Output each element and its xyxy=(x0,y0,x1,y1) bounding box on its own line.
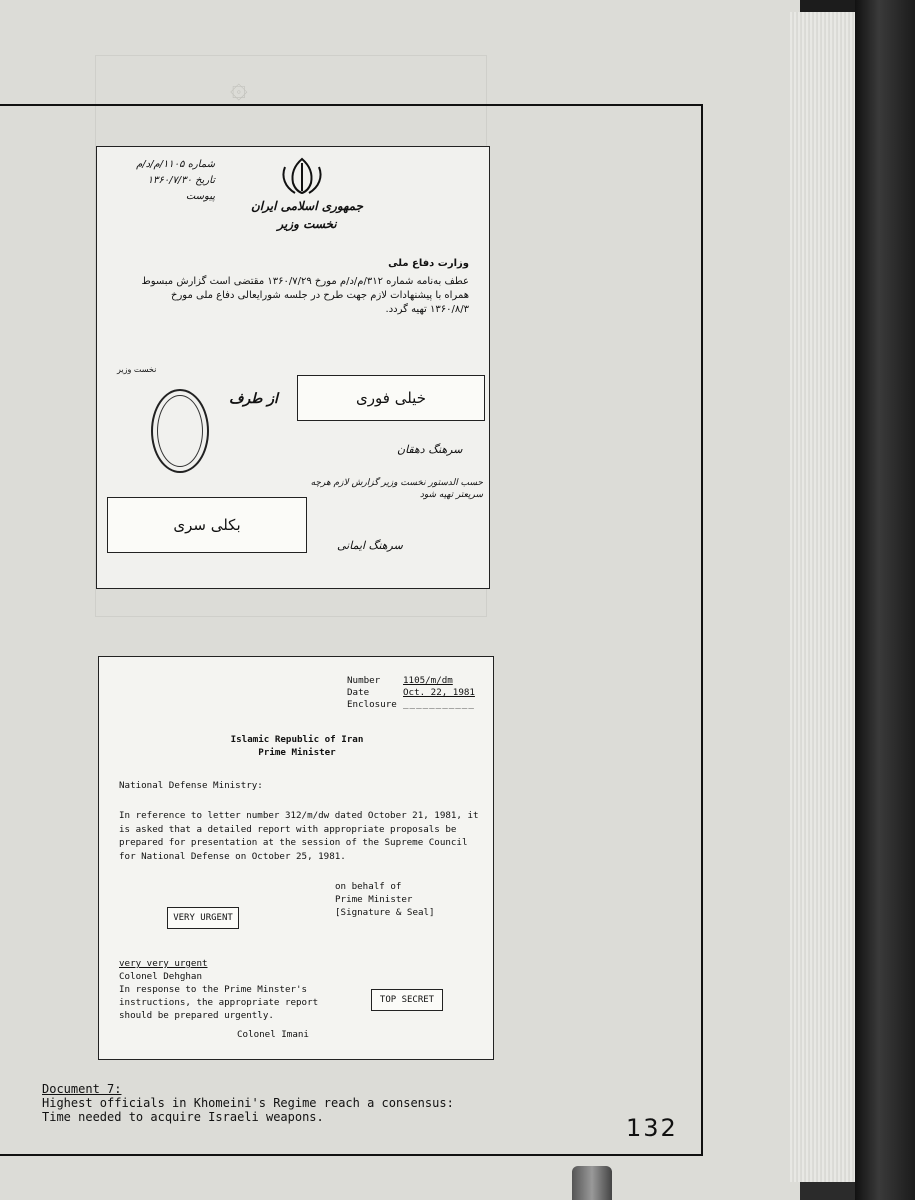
top-secret-stamp: TOP SECRET xyxy=(371,989,443,1011)
letter-date: تاریخ ۱۳۶۰/۷/۳۰ xyxy=(147,175,215,186)
number-label: Number xyxy=(347,675,381,686)
date-value: Oct. 22, 1981 xyxy=(403,687,475,698)
translation-heading-pm: Prime Minister xyxy=(258,747,336,758)
office-heading: نخست وزیر xyxy=(277,217,337,231)
top-secret-stamp-fa: بکلی سری xyxy=(107,497,307,553)
translation-behalf xyxy=(335,880,435,919)
date-label: Date xyxy=(347,687,370,698)
english-translation xyxy=(98,656,494,1060)
note-line-2: Colonel Dehghan xyxy=(119,971,202,982)
translation-addressee: National Defense Ministry: xyxy=(119,780,263,791)
iran-emblem-icon xyxy=(277,155,327,197)
document-caption xyxy=(42,1082,602,1124)
book-binding xyxy=(855,0,915,1200)
handwritten-signature: سرهنگ ایمانی xyxy=(337,539,403,552)
handwritten-name: سرهنگ دهقان xyxy=(397,443,463,456)
handwritten-note: حسب الدستور نخست وزیر گزارش لازم هرچه سریعتر تهیه شود xyxy=(310,478,483,500)
republic-heading: جمهوری اسلامی ایران xyxy=(250,199,364,213)
very-urgent-stamp: VERY URGENT xyxy=(167,907,239,929)
letter-enclosure: پیوست xyxy=(185,191,215,202)
farsi-original-letter xyxy=(96,146,490,589)
caption-line-1: Highest officials in Khomeini's Regime reach a consensus: xyxy=(42,1096,454,1110)
note-line-4: instructions, the appropriate report xyxy=(119,997,319,1008)
book-page-edges xyxy=(790,12,855,1182)
letter-meta xyxy=(105,157,215,205)
bleed-through-emblem-icon: ۞ xyxy=(230,70,248,105)
enclosure-label: Enclosure xyxy=(347,699,397,710)
official-seal xyxy=(151,389,209,473)
behalf-line-3: [Signature & Seal] xyxy=(335,907,435,918)
translation-heading-republic: Islamic Republic of Iran xyxy=(230,734,364,745)
translation-meta xyxy=(347,675,475,711)
letter-number: شماره ۱۱۰۵/م/د/م xyxy=(136,159,215,170)
very-urgent-stamp-fa: خیلی فوری xyxy=(297,375,485,421)
behalf-line-2: Prime Minister xyxy=(335,894,413,905)
page-number: 132 xyxy=(626,1114,678,1142)
pm-signature-label: نخست وزیر xyxy=(117,365,157,374)
number-value: 1105/m/dm xyxy=(403,675,453,686)
binder-clip xyxy=(572,1166,612,1200)
note-line-3: In response to the Prime Minster's xyxy=(119,984,308,995)
translation-note xyxy=(119,957,318,1022)
letter-addressee: وزارت دفاع ملی xyxy=(388,258,469,269)
translation-signer: Colonel Imani xyxy=(237,1029,309,1040)
note-line-1: very very urgent xyxy=(119,958,208,969)
note-line-5: should be prepared urgently. xyxy=(119,1010,274,1021)
enclosure-value: ___________ xyxy=(403,699,475,710)
pm-signature: از طرف xyxy=(229,391,278,407)
caption-line-2: Time needed to acquire Israeli weapons. xyxy=(42,1110,324,1124)
behalf-line-1: on behalf of xyxy=(335,881,402,892)
letter-text: عطف به‌نامه شماره ۳۱۲/م/د/م مورخ ۱۳۶۰/۷/۲۹ مقتضی است گزارش مبسوط همراه با پیشنهادات لازم جهت طرح در جلسه شورایعالی دفاع ملی مورخ ۱۳۶۰/۸/۳ تهیه گردد. xyxy=(141,276,469,315)
caption-label: Document 7: xyxy=(42,1082,122,1096)
letter-body xyxy=(137,257,469,317)
translation-paragraph: In reference to letter number 312/m/dw dated October 21, 1981, it is asked that a detailed report with appropriate proposals be prepared for presentation at the session of the Supreme Council for National Defense on October 25, 1981. xyxy=(119,810,479,862)
